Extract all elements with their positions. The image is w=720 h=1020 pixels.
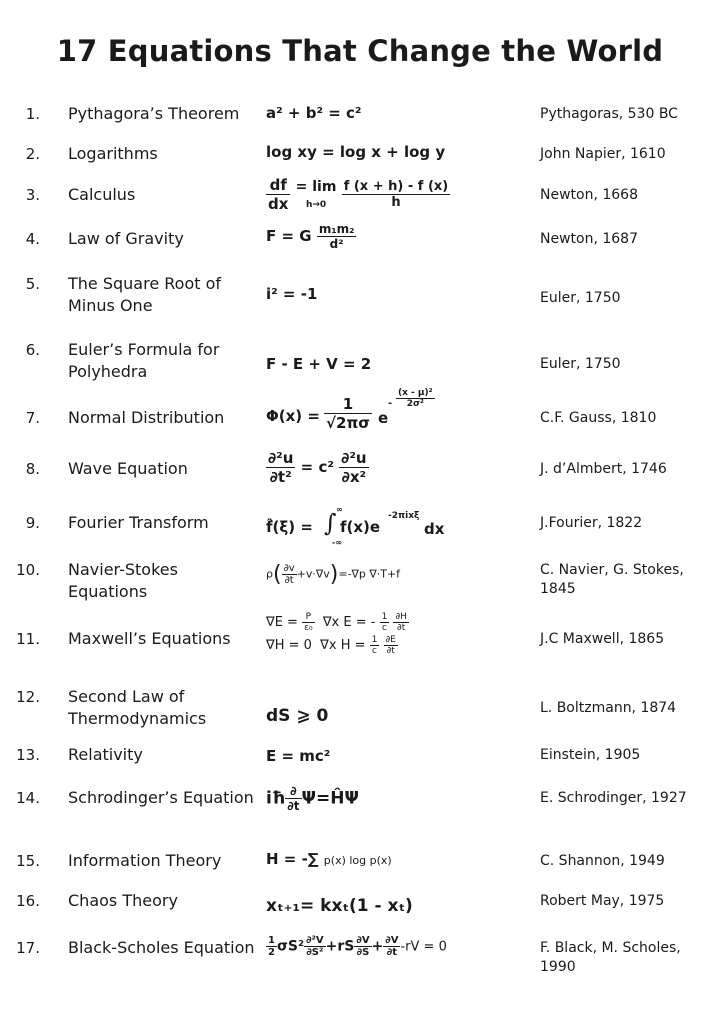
equation-name: Euler’s Formula for Polyhedra — [68, 340, 220, 381]
row-number: 9. — [25, 514, 40, 532]
equation-credit: C.F. Gauss, 1810 — [540, 410, 657, 426]
row-number: 16. — [16, 892, 40, 910]
equation-credit: Euler, 1750 — [540, 290, 621, 306]
page-title: 17 Equations That Change the World — [56, 34, 664, 68]
equation-formula: f̂(ξ) = ∫ ∞ -∞ f(x)e -2πixξ dx — [266, 505, 445, 547]
row-number: 4. — [25, 230, 40, 248]
equation-credit: John Napier, 1610 — [540, 146, 666, 162]
equation-name: Schrodinger’s Equation — [68, 788, 254, 807]
row-number: 13. — [16, 746, 40, 764]
equation-formula: $\frac{df}{dx}$ = lim h→0 $\frac{f (x + h) - f (x)}{h}$ — [268, 176, 449, 213]
equation-credit: C. Navier, G. Stokes, 1845 — [540, 562, 684, 597]
row-number: 17. — [16, 939, 40, 957]
equation-formula: dS ⩾ 0 — [266, 706, 329, 726]
equation-formula: ∇E = $\frac{P}{\text{ε₀}}$ ∇x E = - $\frac{1}{c}$ $\frac{\partial H}{\partial t}$ ∇H = 0 ∇x H = $\frac{1}{c}$ $\frac{\partial E}{\partial t}$ — [266, 612, 407, 656]
equation-credit: C. Shannon, 1949 — [540, 853, 665, 869]
equation-credit: E. Schrodinger, 1927 — [540, 790, 687, 806]
equation-formula: log xy = log x + log y — [266, 143, 446, 161]
equation-credit: Robert May, 1975 — [540, 893, 665, 909]
equation-credit: Newton, 1687 — [540, 231, 638, 247]
row-number: 12. — [16, 688, 40, 706]
equation-formula: ρ( $\frac{\partial v}{\partial t}$ +v·∇v)=-∇p ∇·T+f — [266, 562, 401, 587]
equation-formula: H = -∑ p(x) log p(x) — [266, 850, 392, 868]
equation-name: Pythagora’s Theorem — [68, 104, 240, 123]
equation-name: Maxwell’s Equations — [68, 629, 231, 648]
row-number: 3. — [25, 186, 40, 204]
equation-name: Calculus — [68, 185, 136, 204]
equation-formula: $\frac{\text{∂²u}}{\text{∂t²}}$ = c² $\frac{\text{∂²u}}{\text{∂x²}}$ — [268, 449, 367, 486]
equation-name: Second Law of Thermodynamics — [68, 687, 207, 728]
equation-name: Law of Gravity — [68, 229, 184, 248]
equation-name: Black-Scholes Equation — [68, 938, 255, 957]
equation-credit: Newton, 1668 — [540, 187, 638, 203]
equation-credit: L. Boltzmann, 1874 — [540, 700, 677, 716]
equation-name: Information Theory — [68, 851, 222, 870]
equation-formula: F - E + V = 2 — [266, 355, 372, 373]
row-number: 8. — [25, 460, 40, 478]
equation-name: Fourier Transform — [68, 513, 209, 532]
equation-formula: a² + b² = c² — [266, 104, 362, 122]
equation-credit: Einstein, 1905 — [540, 747, 641, 763]
equation-name: Chaos Theory — [68, 891, 178, 910]
row-number: 15. — [16, 852, 40, 870]
equation-formula: xₜ₊₁= kxₜ(1 - xₜ) — [266, 896, 413, 916]
equation-credit: Euler, 1750 — [540, 356, 621, 372]
equation-name: Logarithms — [68, 144, 158, 163]
row-number: 10. — [16, 561, 40, 579]
row-number: 6. — [25, 341, 40, 359]
equation-formula: iħ $\frac{\partial}{\partial t}$ Ψ=ĤΨ — [266, 784, 359, 813]
equation-formula: Φ(x) = $\frac{1}{√2\pi\sigma}$ e - $\frac{\text{(x - μ)²}}{\text{2σ²}}$ — [266, 388, 433, 432]
equation-credit: J.C Maxwell, 1865 — [540, 631, 665, 647]
equation-formula: E = mc² — [266, 747, 331, 765]
equation-formula: $\frac{1}{2}$ σS² $\frac{\text{∂²V}}{\text{∂S²}}$ +rS $\frac{\partial V}{\partial S}$ + $\frac{\partial V}{\partial t}$ -rV = 0 — [268, 935, 447, 958]
equation-credit: J.Fourier, 1822 — [540, 515, 643, 531]
equation-name: Relativity — [68, 745, 143, 764]
row-number: 14. — [16, 789, 40, 807]
equation-name: The Square Root of Minus One — [68, 274, 222, 315]
equation-formula: F = G $\frac{\text{m₁m₂}}{\text{d²}}$ — [266, 222, 355, 251]
equation-name: Navier-Stokes Equations — [68, 560, 178, 601]
row-number: 11. — [16, 630, 40, 648]
equation-credit: Pythagoras, 530 BC — [540, 106, 678, 122]
equation-formula: i² = -1 — [266, 285, 318, 303]
row-number: 5. — [25, 275, 40, 293]
equation-credit: J. d’Almbert, 1746 — [540, 461, 667, 477]
equation-name: Normal Distribution — [68, 408, 225, 427]
row-number: 2. — [25, 145, 40, 163]
equation-credit: F. Black, M. Scholes, 1990 — [540, 940, 681, 975]
row-number: 7. — [25, 409, 40, 427]
equation-name: Wave Equation — [68, 459, 188, 478]
row-number: 1. — [25, 105, 40, 123]
